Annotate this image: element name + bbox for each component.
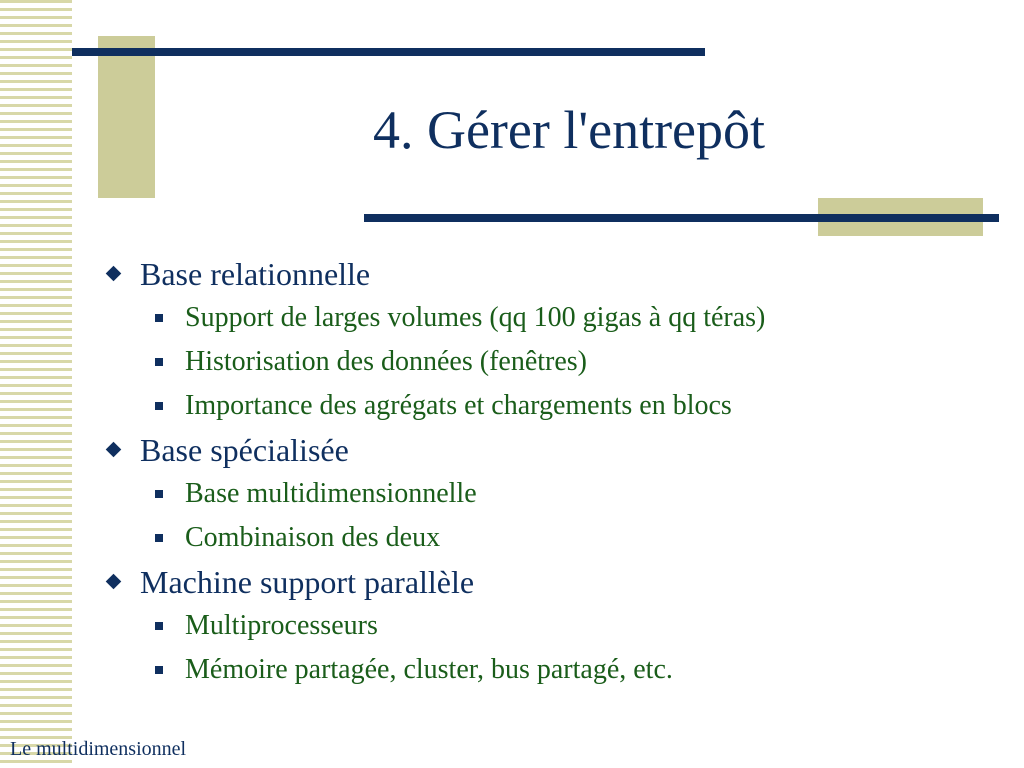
square-bullet-icon: [155, 314, 163, 322]
square-bullet-icon: [155, 358, 163, 366]
bullet-text: Base spécialisée: [140, 432, 349, 468]
square-bullet-icon: [155, 622, 163, 630]
bullet-item: [100, 560, 1000, 604]
sub-bullet-text: Base multidimensionnelle: [185, 478, 477, 509]
bullet-list: [100, 252, 1000, 692]
bullet-text: Base relationnelle: [140, 256, 371, 292]
square-bullet-icon: [155, 402, 163, 410]
diamond-bullet-icon: [106, 442, 122, 458]
slide-footer: Le multidimensionnel: [10, 738, 187, 760]
accent-line-top: [72, 48, 705, 56]
sub-bullet-text: Historisation des données (fenêtres): [185, 346, 587, 377]
square-bullet-icon: [155, 534, 163, 542]
sub-bullet-item: [100, 296, 1000, 340]
diamond-bullet-icon: [106, 266, 122, 282]
diamond-bullet-icon: [106, 574, 122, 590]
sub-bullet-item: [100, 384, 1000, 428]
sub-bullet-text: Importance des agrégats et chargements en blocs: [185, 390, 732, 421]
sub-bullet-text: Support de larges volumes (qq 100 gigas à qq téras): [185, 302, 766, 333]
sub-bullet-item: [100, 340, 1000, 384]
sub-bullet-item: [100, 648, 1000, 692]
sub-bullet-item: [100, 472, 1000, 516]
square-bullet-icon: [155, 490, 163, 498]
bullet-item: [100, 252, 1000, 296]
sub-bullet-text: Mémoire partagée, cluster, bus partagé, etc.: [185, 654, 673, 685]
accent-block-top-left: [98, 36, 155, 198]
striped-margin-decoration: [0, 0, 72, 768]
sub-bullet-text: Combinaison des deux: [185, 522, 441, 553]
sub-bullet-text: Multiprocesseurs: [185, 610, 378, 641]
sub-bullet-item: [100, 604, 1000, 648]
accent-line-right: [364, 214, 999, 222]
bullet-text: Machine support parallèle: [140, 564, 475, 600]
slide-title: 4. Gérer l'entrepôt: [372, 100, 766, 160]
square-bullet-icon: [155, 666, 163, 674]
sub-bullet-item: [100, 516, 1000, 560]
bullet-item: [100, 428, 1000, 472]
